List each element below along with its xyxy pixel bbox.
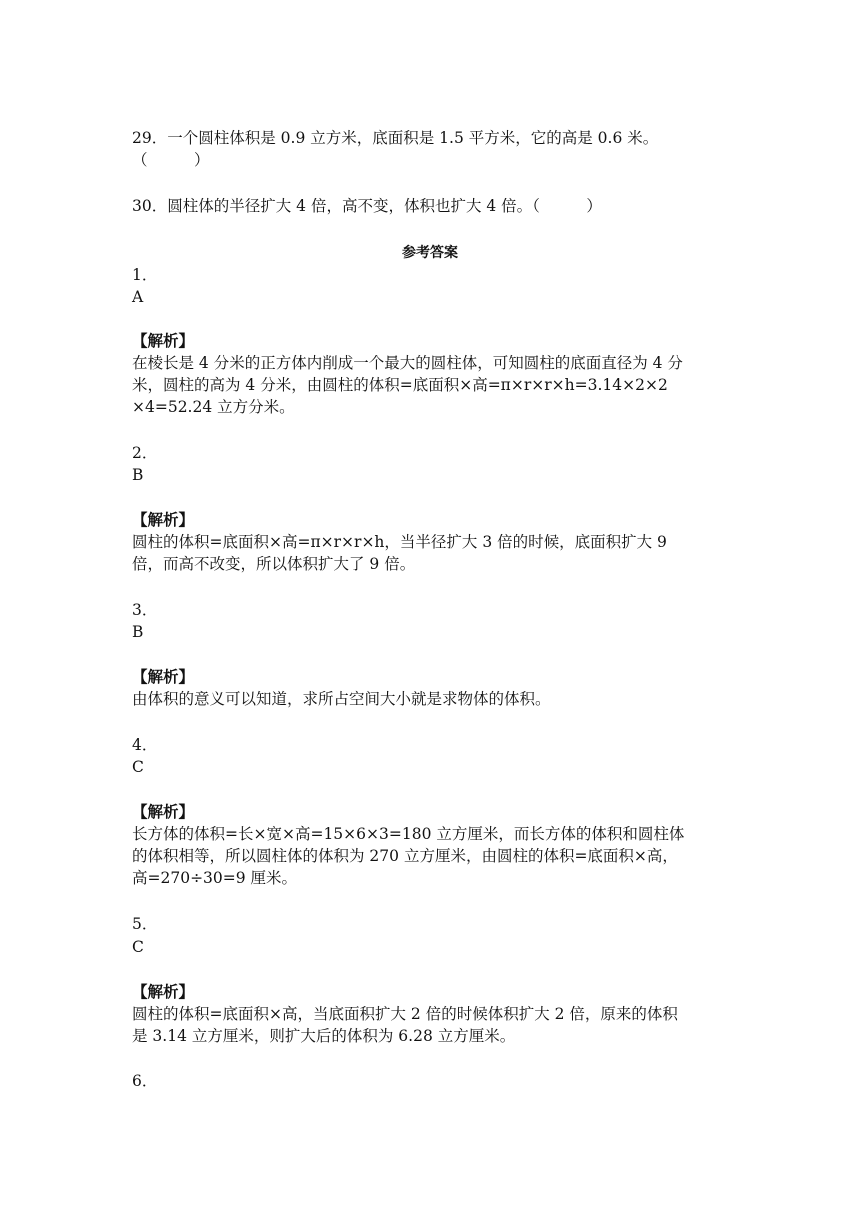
answer-1-analysis-line: 米，圆柱的高为 4 分米，由圆柱的体积=底面积×高=π×r×r×h=3.14×2×2	[132, 376, 668, 394]
answer-5-analysis-line: 是 3.14 立方厘米，则扩大后的体积为 6.28 立方厘米。	[132, 1027, 516, 1045]
answer-4-choice: C	[132, 758, 144, 776]
question-29-answer-blank: （ ）	[132, 151, 210, 169]
answer-5-analysis-label: 【解析】	[132, 982, 195, 1001]
answer-1-analysis-line: 在棱长是 4 分米的正方体内削成一个最大的圆柱体，可知圆柱的底面直径为 4 分	[132, 354, 683, 372]
answer-1-number: 1．	[132, 266, 158, 284]
answer-5-number: 5．	[132, 915, 158, 933]
answer-2-choice: B	[132, 466, 144, 484]
answer-3-choice: B	[132, 623, 144, 641]
answer-1-analysis-label: 【解析】	[132, 331, 195, 350]
question-29-text: 29．一个圆柱体积是 0.9 立方米，底面积是 1.5 平方米，它的高是 0.6 米。	[132, 129, 659, 147]
question-30-text: 30．圆柱体的半径扩大 4 倍，高不变，体积也扩大 4 倍。（ ）	[132, 197, 602, 215]
answer-4-number: 4．	[132, 736, 158, 754]
answer-3-number: 3．	[132, 601, 158, 619]
answer-3-analysis-label: 【解析】	[132, 667, 195, 686]
answer-6-number: 6．	[132, 1072, 158, 1090]
answer-5-analysis-line: 圆柱的体积=底面积×高，当底面积扩大 2 倍的时候体积扩大 2 倍，原来的体积	[132, 1005, 678, 1023]
answer-2-analysis-line: 圆柱的体积=底面积×高=π×r×r×h，当半径扩大 3 倍的时候，底面积扩大 9	[132, 533, 667, 551]
answer-4-analysis-line: 的体积相等，所以圆柱体的体积为 270 立方厘米，由圆柱的体积=底面积×高，	[132, 847, 678, 865]
answer-2-analysis-line: 倍，而高不改变，所以体积扩大了 9 倍。	[132, 555, 416, 573]
answer-1-choice: A	[132, 288, 144, 306]
answer-4-analysis-line: 长方体的体积=长×宽×高=15×6×3=180 立方厘米，而长方体的体积和圆柱体	[132, 825, 685, 843]
answer-2-number: 2．	[132, 444, 158, 462]
answers-title: 参考答案	[402, 245, 458, 261]
answer-3-analysis-line: 由体积的意义可以知道，求所占空间大小就是求物体的体积。	[132, 690, 551, 708]
answer-1-analysis-line: ×4=52.24 立方分米。	[132, 398, 295, 416]
answer-4-analysis-label: 【解析】	[132, 802, 195, 821]
answer-2-analysis-label: 【解析】	[132, 510, 195, 529]
answer-4-analysis-line: 高=270÷30=9 厘米。	[132, 869, 298, 887]
answer-5-choice: C	[132, 938, 144, 956]
